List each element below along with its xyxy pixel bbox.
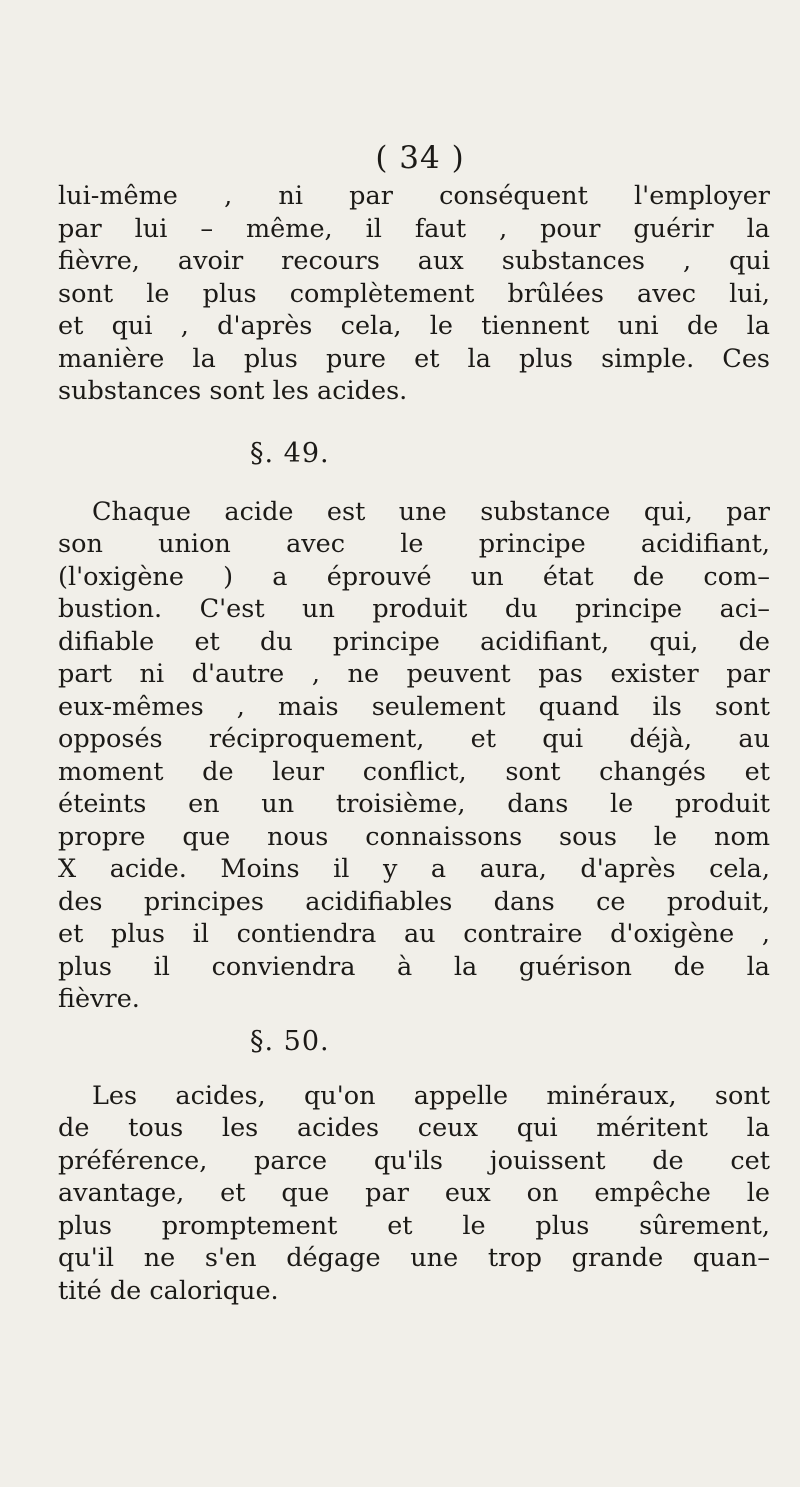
text-line: sont le plus complètement brûlées avec lui,: [58, 278, 770, 309]
text-line: éteints en un troisième, dans le produit: [58, 789, 770, 819]
text-line: eux-mêmes , mais seulement quand ils sont: [58, 691, 770, 722]
text-line: propre que nous connaissons sous le nom: [58, 821, 770, 852]
text-line: plus promptement et le plus sûrement,: [58, 1210, 770, 1241]
section-heading-50: §. 50.: [250, 1025, 330, 1057]
text-line: moment de leur conflict, sont changés et: [58, 756, 770, 787]
text-line: plus il conviendra à la guérison de la: [58, 951, 770, 982]
text-line: bustion. C'est un produit du principe aci–: [58, 594, 770, 624]
section-heading-49: §. 49.: [250, 437, 330, 469]
text-line: préférence, parce qu'ils jouissent de cet: [58, 1145, 770, 1176]
text-line: lui-même , ni par conséquent l'employer: [58, 181, 770, 211]
text-line: des principes acidifiables dans ce produit,: [58, 886, 770, 917]
text-line: tité de calorique.: [58, 1275, 279, 1306]
text-line: qu'il ne s'en dégage une trop grande quan–: [58, 1243, 770, 1273]
text-line: manière la plus pure et la plus simple. Ces: [58, 343, 770, 374]
text-line: de tous les acides ceux qui méritent la: [58, 1113, 770, 1143]
text-line: opposés réciproquement, et qui déjà, au: [58, 724, 770, 754]
text-line: avantage, et que par eux on empêche le: [58, 1178, 770, 1208]
text-line: part ni d'autre , ne peuvent pas exister par: [58, 659, 770, 689]
text-line: Les acides, qu'on appelle minéraux, sont: [92, 1080, 770, 1111]
paragraph-section-49: [58, 496, 770, 1016]
text-line: (l'oxigène ) a éprouvé un état de com–: [58, 561, 770, 592]
text-line: et qui , d'après cela, le tiennent uni de la: [58, 311, 770, 341]
text-line: fièvre, avoir recours aux substances , qui: [58, 246, 770, 276]
paragraph-intro: [58, 180, 770, 408]
paragraph-section-50: [58, 1080, 770, 1308]
page-number: ( 34 ): [375, 140, 465, 176]
text-line: et plus il contiendra au contraire d'oxigène ,: [58, 919, 770, 949]
text-line: par lui – même, il faut , pour guérir la: [58, 213, 770, 244]
text-line: Chaque acide est une substance qui, par: [92, 496, 770, 527]
text-line: substances sont les acides.: [58, 376, 408, 406]
text-line: fièvre.: [58, 984, 140, 1014]
text-line: X acide. Moins il y a aura, d'après cela,: [58, 854, 770, 884]
text-line: difiable et du principe acidifiant, qui, de: [58, 626, 770, 657]
text-line: son union avec le principe acidifiant,: [58, 529, 770, 559]
